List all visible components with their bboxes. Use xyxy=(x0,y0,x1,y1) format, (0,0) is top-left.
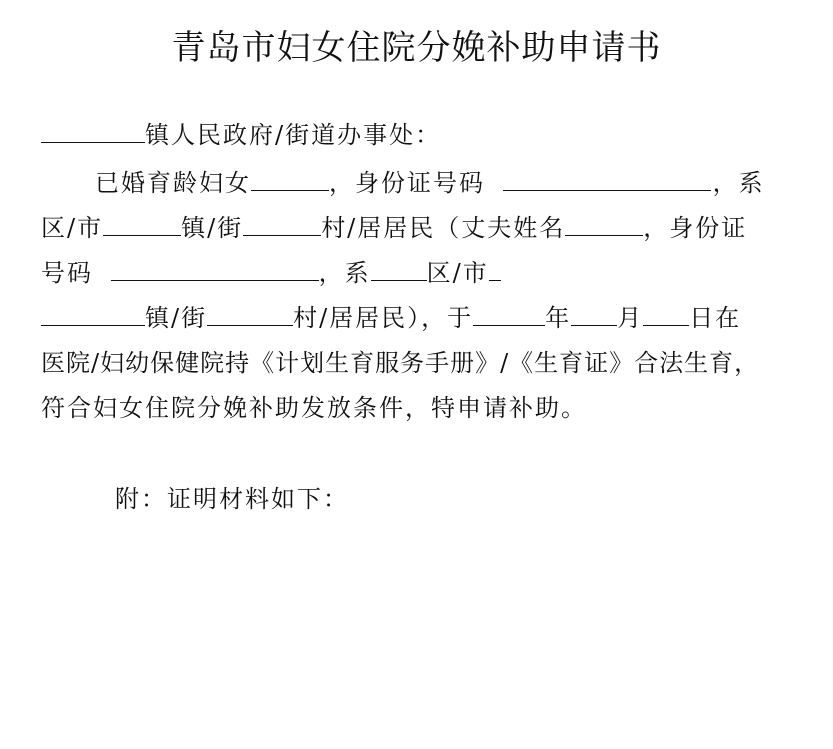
woman-id-blank[interactable] xyxy=(503,168,711,191)
woman-name-blank[interactable] xyxy=(251,168,329,191)
label-day: 日在 xyxy=(689,304,742,332)
label-id-number: ，身份证号码 xyxy=(329,169,485,197)
body-line-1 xyxy=(95,168,765,198)
day-blank[interactable] xyxy=(643,303,689,326)
label-number: 号码 xyxy=(41,259,93,287)
label-town: 镇/街 xyxy=(181,214,244,242)
town-blank[interactable] xyxy=(41,120,145,143)
body-line-4 xyxy=(41,303,741,333)
body-line-5: 医院/妇幼保健院持《计划生育服务手册》/《生育证》合法生育， xyxy=(41,349,760,377)
district-blank-2[interactable] xyxy=(371,258,427,281)
village-blank-2[interactable] xyxy=(207,303,293,326)
label-village-date: 村/居居民），于 xyxy=(293,304,474,332)
label-married-woman: 已婚育龄妇女 xyxy=(95,169,251,197)
label-husband-id: ，身份证 xyxy=(643,214,748,242)
attachment-note: 附：证明材料如下： xyxy=(115,485,349,513)
label-month: 月 xyxy=(617,304,644,332)
label-district: 区/市 xyxy=(41,214,104,242)
label-belongs: ，系 xyxy=(712,169,765,197)
label-year: 年 xyxy=(545,304,572,332)
salutation-text: 镇人民政府/街道办事处： xyxy=(145,121,442,149)
town-street-blank[interactable] xyxy=(243,213,321,236)
husband-id-blank[interactable] xyxy=(111,258,319,281)
year-blank[interactable] xyxy=(473,303,545,326)
husband-name-blank[interactable] xyxy=(565,213,643,236)
district-blank[interactable] xyxy=(103,213,181,236)
label-village-husband: 村/居居民（丈夫姓名 xyxy=(321,214,566,242)
trailing-blank xyxy=(489,258,501,281)
label-town-2: 镇/街 xyxy=(145,304,208,332)
document-title: 青岛市妇女住院分娩补助申请书 xyxy=(171,28,662,68)
month-blank[interactable] xyxy=(571,303,617,326)
body-line-3 xyxy=(41,258,501,288)
salutation-line xyxy=(41,120,441,150)
label-district-2: 区/市 xyxy=(426,259,489,287)
body-line-6: 符合妇女住院分娩补助发放条件，特申请补助。 xyxy=(41,394,587,422)
body-line-2 xyxy=(41,213,747,243)
label-belongs-2: ，系 xyxy=(318,259,371,287)
town-street-blank-2[interactable] xyxy=(41,303,145,326)
